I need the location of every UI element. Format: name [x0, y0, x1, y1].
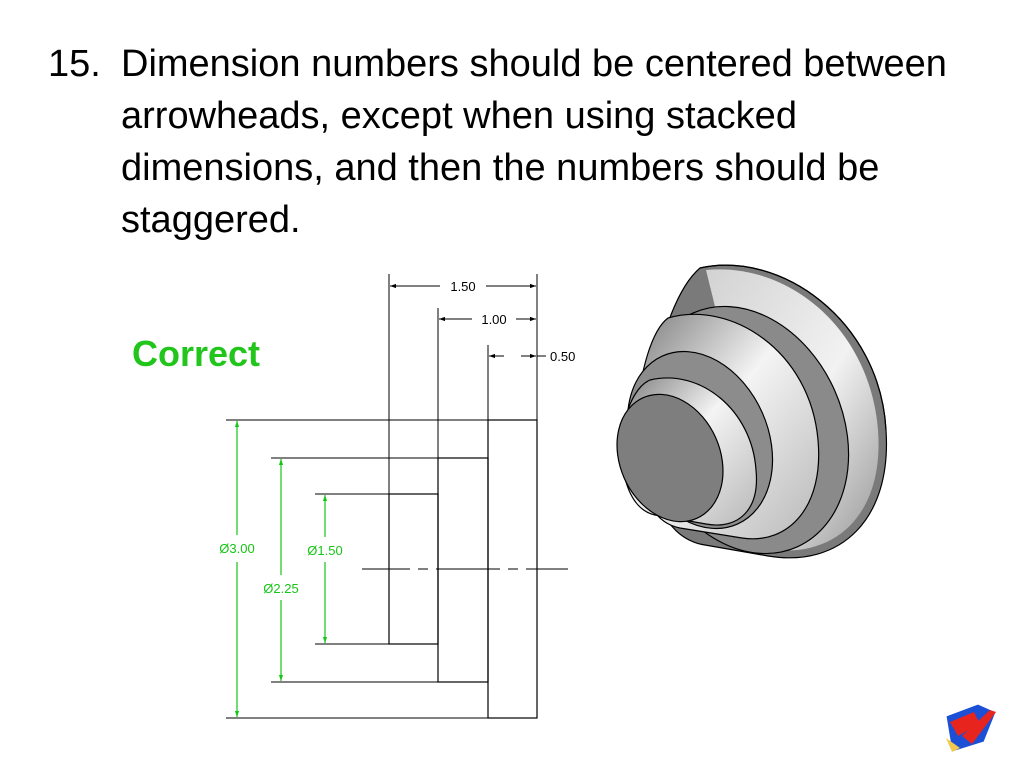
dimension-0-50: [489, 349, 575, 364]
extension-lines-horizontal-dims: [389, 274, 537, 494]
dimension-1-00: [439, 312, 536, 327]
correct-label: Correct: [132, 333, 261, 374]
dimension-label-dia-1-50: Ø1.50: [307, 543, 343, 558]
dimension-1-50: [390, 279, 536, 294]
rule-text: Dimension numbers should be centered between arrowheads, except when using stacked dimensions, and then the numbers should be staggered.: [121, 43, 947, 241]
dimension-label-0-50: 0.50: [550, 349, 576, 364]
dimension-dia-3-00: [219, 421, 254, 717]
dimension-dia-2-25: [263, 459, 298, 681]
dimension-dia-1-50: [307, 495, 342, 643]
navigation-arrow-icon[interactable]: [946, 704, 996, 752]
dimension-label-1-00: 1.00: [481, 312, 507, 327]
step-medium: [438, 458, 488, 682]
dimension-label-dia-2-25: Ø2.25: [263, 581, 299, 596]
dimension-label-1-50: 1.50: [450, 279, 476, 294]
rule-number: 15.: [48, 43, 101, 85]
isometric-part-3d: [597, 265, 886, 587]
dimension-label-dia-3-00: Ø3.00: [219, 541, 255, 556]
